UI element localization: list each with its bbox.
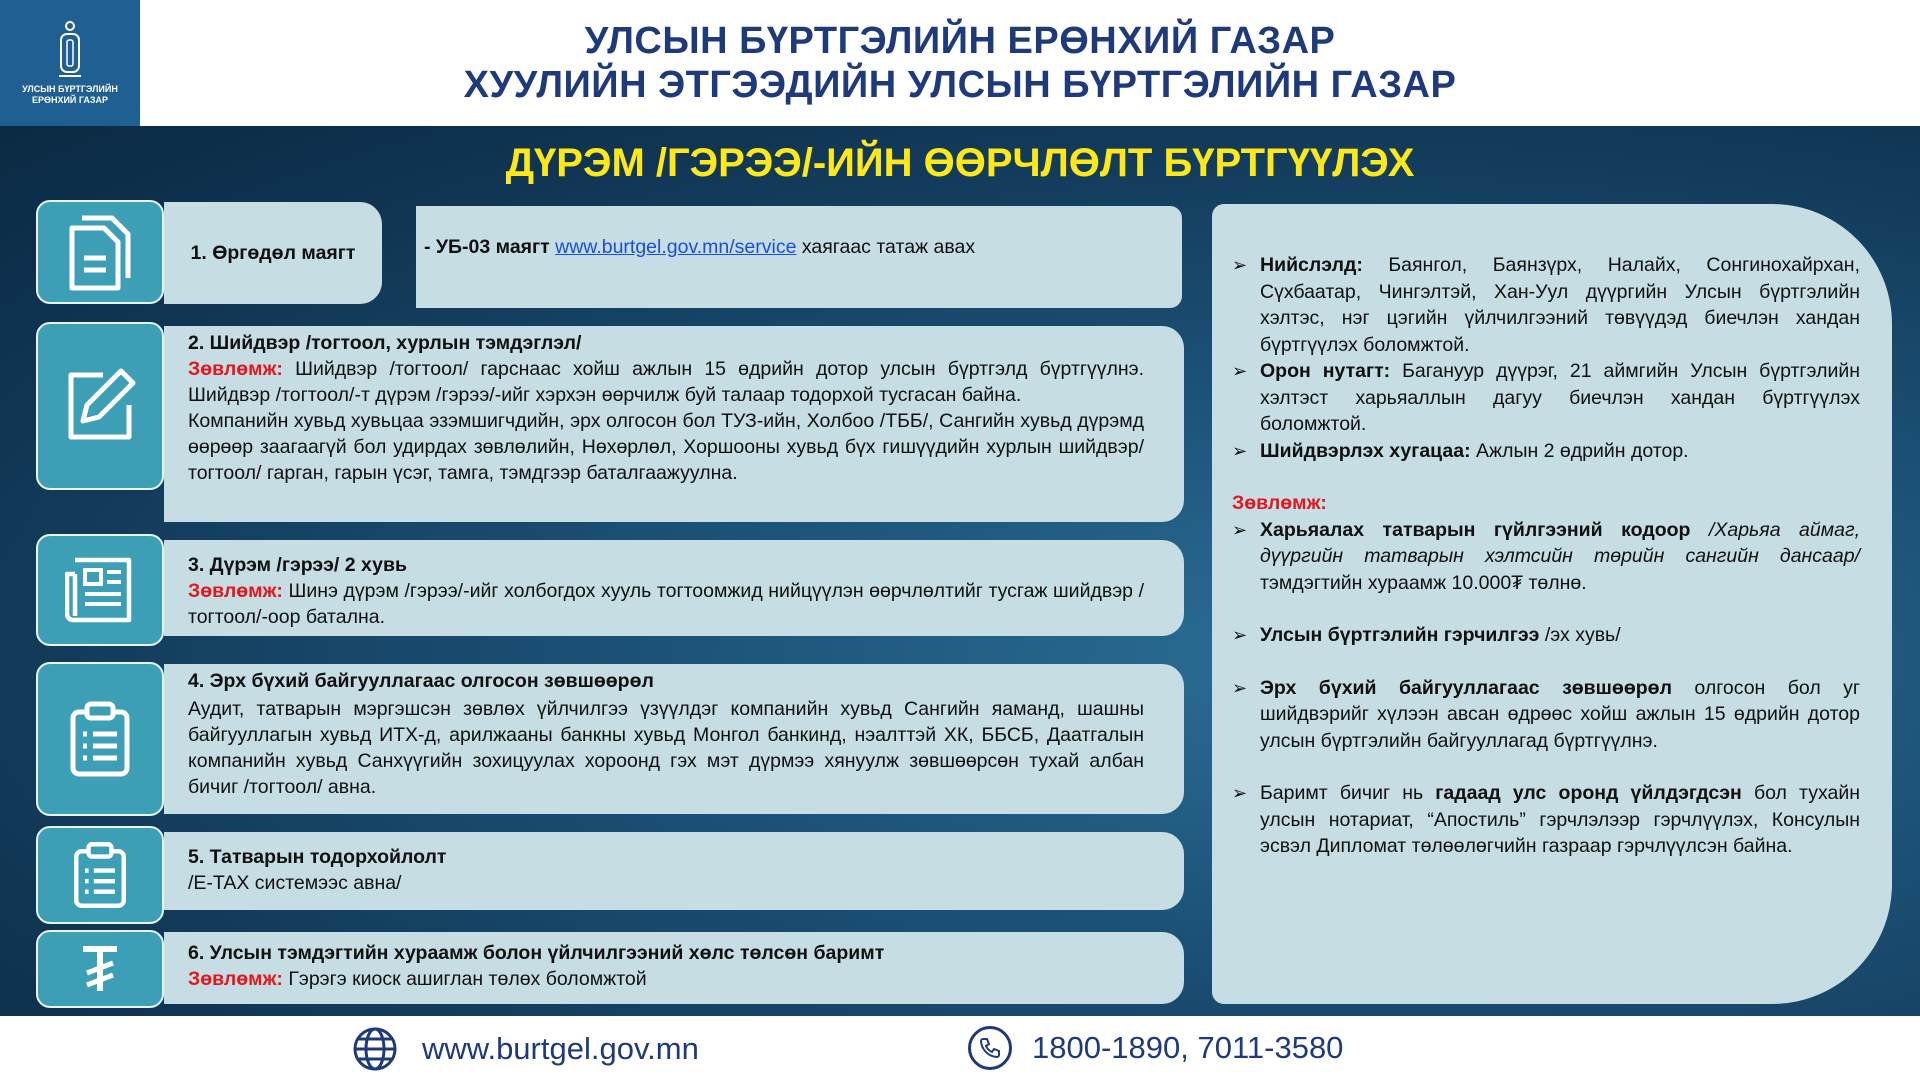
step4-box bbox=[164, 664, 1184, 814]
arrow-bullet-icon: ➢ bbox=[1232, 255, 1248, 275]
arrow-bullet-icon: ➢ bbox=[1232, 361, 1248, 381]
tugrik-icon bbox=[79, 943, 121, 995]
arrow-bullet-icon: ➢ bbox=[1232, 677, 1248, 698]
pen-edit-icon bbox=[63, 367, 137, 445]
logo-text: УЛСЫН БҮРТГЭЛИЙН ЕРӨНХИЙ ГАЗАР bbox=[22, 84, 118, 105]
document-copy-icon bbox=[64, 212, 136, 292]
step3-advice-label: Зөвлөмж: bbox=[188, 580, 283, 602]
info-item-permission: ➢ Эрх бүхий байгууллагаас зөвшөөрөл олгосон бол уг шийдвэрийг хүлээн авсан өдрөөс хойш ажлын 15 өдрийн дотор улсын бүртгэлийн байгууллагад бүртгүүлнэ. bbox=[1232, 676, 1860, 752]
step5-icon-box bbox=[36, 826, 164, 924]
page-title: ДҮРЭМ /ГЭРЭЭ/-ИЙН ӨӨРЧЛӨЛТ БҮРТГҮҮЛЭХ bbox=[505, 141, 1415, 185]
step6-box bbox=[164, 932, 1184, 1004]
footer-website bbox=[352, 1026, 699, 1072]
step2-box bbox=[164, 326, 1184, 522]
info-item-certificate: ➢ Улсын бүртгэлийн гэрчилгээ /эх хувь/ bbox=[1232, 622, 1860, 649]
header-title-line2: ХУУЛИЙН ЭТГЭЭДИЙН УЛСЫН БҮРТГЭЛИЙН ГАЗАР bbox=[463, 64, 1457, 106]
step1-title-box bbox=[164, 202, 382, 304]
service-link[interactable]: www.burtgel.gov.mn/service bbox=[555, 236, 797, 258]
step3-icon-box bbox=[36, 534, 164, 646]
step2-title: 2. Шийдвэр /тогтоол, хурлын тэмдэглэл/ bbox=[188, 332, 582, 354]
step2-advice-label: Зөвлөмж: bbox=[188, 358, 283, 380]
step5-title: 5. Татварын тодорхойлолт bbox=[188, 846, 447, 868]
info-item-rural: ➢ Орон нутагт: Багануур дүүрэг, 21 аймгийн Улсын бүртгэлийн хэлтэст харьяаллын дагуу биечлэн хандан бүртгүүлэх боломжтой. bbox=[1232, 360, 1860, 435]
info-advice-label: Зөвлөмж: bbox=[1232, 492, 1327, 514]
header bbox=[0, 0, 1920, 126]
step6-advice-label: Зөвлөмж: bbox=[188, 968, 283, 990]
step1-content-box bbox=[416, 206, 1182, 308]
step1-text-post: хаягаас татаж авах bbox=[796, 236, 976, 258]
phone-number[interactable]: 1800-1890, 7011-3580 bbox=[1032, 1030, 1344, 1065]
step2-advice: Шийдвэр /тогтоол/ гарснаас хойш ажлын 15 өдрийн дотор улсын бүртгэлд бүртгүүлнэ. Шийдвэр /тогтоол/-т дүрэм /гэрээ/-ийг хэрхэн өөрчилж буй талаар тодорхой тусгасан байна. bbox=[188, 358, 1144, 406]
step2-icon-box bbox=[36, 322, 164, 490]
clipboard-icon bbox=[71, 840, 129, 910]
info-item-foreign-docs: ➢ Баримт бичиг нь гадаад улс оронд үйлдэгдсэн бол тухайн улсын нотариат, “Апостиль” гэрчлэлээр гэрчлүүлэх, Консулын эсвэл Дипломат төлөөлөгчийн газраар гэрчлүүлсэн байна. bbox=[1232, 782, 1860, 857]
step6-advice: Гэрэгэ киоск ашиглан төлөх боломжтой bbox=[282, 968, 647, 990]
arrow-bullet-icon: ➢ bbox=[1232, 625, 1248, 645]
step6-title: 6. Улсын тэмдэгтийн хураамж болон үйлчилгээний хөлс төлсөн баримт bbox=[188, 942, 885, 964]
logo bbox=[0, 0, 140, 126]
phone-icon bbox=[968, 1026, 1012, 1070]
newspaper-icon bbox=[65, 554, 135, 626]
step2-text: Компанийн хувьд хувьцаа эзэмшигчдийн, эрх олгосон бол ТУЗ-ийн, Холбоо /ТББ/, Сангийн хувьд дүрэмд өөрөөр заагаагүй бол удирдах зөвлөлийн, Нөхөрлөл, Хоршооны хувьд бүх гишүүдийн хурлын шийдвэр/тогтоол/ гарган, гарын үсэг, тамга, тэмдгээр баталгаажуулна. bbox=[188, 410, 1144, 484]
arrow-bullet-icon: ➢ bbox=[1232, 519, 1248, 540]
globe-icon bbox=[352, 1026, 398, 1072]
main-panel bbox=[0, 126, 1920, 1016]
arrow-bullet-icon: ➢ bbox=[1232, 440, 1248, 461]
step1-text-pre: - УБ-03 маягт bbox=[424, 236, 556, 258]
step4-title: 4. Эрх бүхий байгууллагаас олгосон зөвшөөрөл bbox=[188, 670, 654, 692]
info-panel bbox=[1212, 204, 1892, 1004]
clipboard-icon bbox=[67, 700, 133, 778]
website-link[interactable]: www.burtgel.gov.mn bbox=[422, 1031, 699, 1066]
info-item-capital: ➢ Нийслэлд: Баянгол, Баянзүрх, Налайх, Сонгинохайрхан, Сүхбаатар, Чингэлтэй, Хан-Уул дүүргийн Улсын бүртгэлийн хэлтэс, нэг цэгийн үйлчилгээний төвүүдэд биечлэн хандан бүртгүүлэх боломжтой. bbox=[1232, 254, 1860, 356]
step3-box bbox=[164, 540, 1184, 636]
step3-advice: Шинэ дүрэм /гэрээ/-ийг холбогдох хууль тогтоомжид нийцүүлэн өөрчлөлтийг тусгаж шийдвэр /тогтоол/-оор батална. bbox=[188, 580, 1144, 628]
info-item-deadline: ➢ Шийдвэрлэх хугацаа: Ажлын 2 өдрийн дотор. bbox=[1232, 438, 1860, 465]
step5-box bbox=[164, 832, 1184, 910]
step1-icon-box bbox=[36, 200, 164, 304]
footer bbox=[0, 1016, 1920, 1080]
header-title-line1: УЛСЫН БҮРТГЭЛИЙН ЕРӨНХИЙ ГАЗАР bbox=[584, 20, 1336, 62]
step6-icon-box bbox=[36, 930, 164, 1008]
step3-title: 3. Дүрэм /гэрээ/ 2 хувь bbox=[188, 554, 407, 576]
arrow-bullet-icon: ➢ bbox=[1232, 783, 1248, 803]
step4-text: Аудит, татварын мэргэшсэн зөвлөх үйлчилгээ үзүүлдэг компанийн хувьд Сангийн яаманд, шашны байгууллагын хувьд ИТХ-д, арилжааны банкны хувьд Монгол банкинд, нэалттэй ХК, ББСБ, Даатгалын компанийн хувьд Санхүүгийн зохицуулах хороонд гэх мэт дүрмээ хянуулж зөвшөөрсөн тухай албан бичиг /тогтоол/ авна. bbox=[188, 698, 1144, 798]
step1-title: 1. Өргөдөл маягт bbox=[190, 242, 356, 264]
info-item-fee: ➢ Харьяалах татварын гүйлгээний кодоор /Харьяа аймаг, дүүргийн татварын хэлтсийн төрийн сангийн дансаар/ тэмдэгтийн хураамж 10.000₮ төлнө. bbox=[1232, 518, 1860, 594]
footer-phone bbox=[968, 1026, 1343, 1070]
step4-icon-box bbox=[36, 662, 164, 816]
step5-text: /E-TAX системээс авна/ bbox=[188, 872, 402, 894]
